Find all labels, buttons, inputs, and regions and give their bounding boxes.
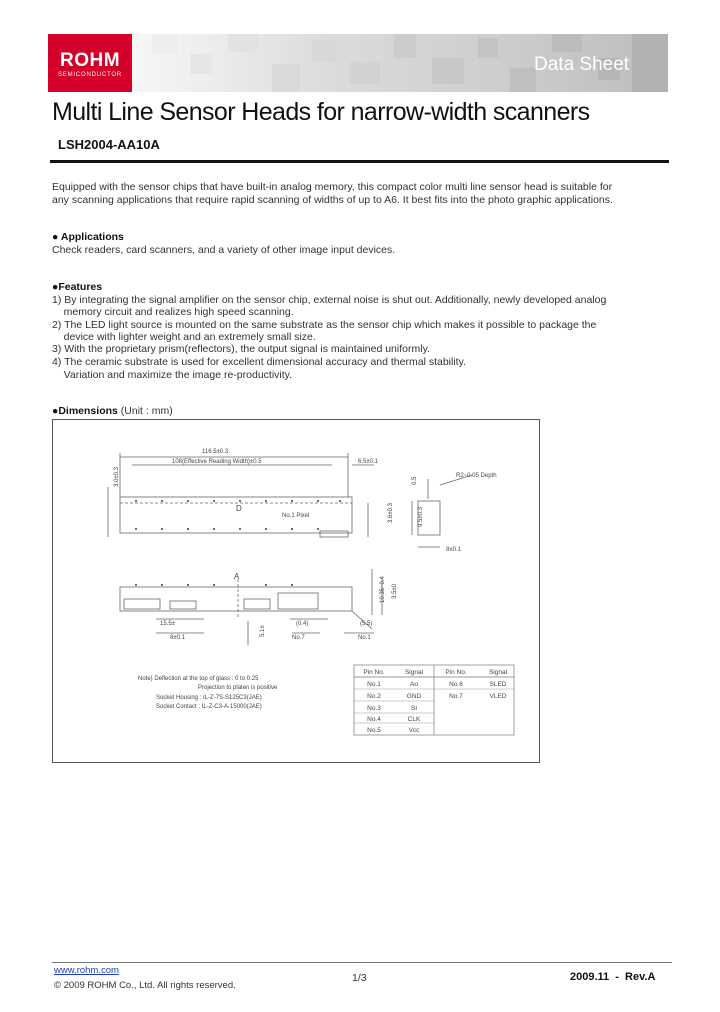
dim-center: D: [236, 504, 242, 513]
pin-table-cell: SI: [410, 705, 418, 712]
pin-table-cell: No.5: [367, 727, 381, 734]
dimensions-drawing: [52, 419, 540, 763]
pin-table-header: Signal: [488, 669, 508, 676]
applications-heading-text: Applications: [60, 231, 124, 243]
bullet-icon: ●: [52, 405, 59, 417]
logo-text: ROHM: [59, 50, 121, 71]
dim-right-vert: 3.6±0.3: [388, 503, 394, 523]
part-number: LSH2004-AA10A: [58, 137, 160, 152]
bullet-icon: ●: [52, 281, 59, 293]
intro-line-2: any scanning applications that require rapid scanning of widths of up to A6. It best fits into the photo graphic applications.: [52, 194, 613, 206]
feature-line: 4) The ceramic substrate is used for excellent dimensional accuracy and thermal stability.: [52, 356, 466, 368]
intro-line-1: Equipped with the sensor chips that have built-in analog memory, this compact color multi line sensor head is suitable for: [52, 181, 613, 193]
pin-table-cell: Ao: [410, 681, 418, 688]
pin-table-cell: No.4: [367, 716, 381, 723]
page-number: 1/3: [352, 972, 367, 984]
title-divider: [50, 160, 669, 163]
pin-table-cell: No.7: [449, 693, 463, 700]
pin-table-cell: No.6: [449, 681, 463, 688]
features-heading-text: Features: [58, 281, 103, 293]
feature-line: memory circuit and realizes high speed scanning.: [52, 306, 294, 318]
doc-type-label: Data Sheet: [534, 54, 630, 75]
pin-table-cell: GND: [406, 693, 422, 700]
pin-table-cell: VLED: [489, 693, 507, 700]
revision-label: 2009.11 - Rev.A: [570, 971, 656, 983]
dim-note: Projection to platen is positive: [198, 685, 278, 691]
pin-table-header: Signal: [404, 669, 424, 676]
pin-table: [354, 665, 514, 735]
bullet-icon: ●: [52, 231, 61, 243]
page-title: Multi Line Sensor Heads for narrow-width scanners: [52, 98, 590, 126]
logo-subtext: SEMICONDUCTOR: [58, 72, 122, 78]
dim-side-hole: R2~0.05 Depth: [456, 473, 497, 479]
feature-line: 3) With the proprietary prism(reflectors), the output signal is maintained uniformly.: [52, 343, 430, 355]
applications-heading: [52, 231, 124, 243]
dim-side-top: 0.5: [412, 476, 418, 485]
pin-table-cell: No.3: [367, 705, 381, 712]
features-heading: [52, 281, 102, 293]
dim-effective: 108(Effective Reading Width)±0.5: [172, 459, 262, 465]
dimensions-heading-text: Dimensions: [58, 405, 118, 417]
dim-note: Socket Contact : IL-Z-C3-A-15000(JAE): [156, 704, 262, 710]
dim-bot-w2: 8±0.1: [170, 635, 185, 641]
dim-note: Socket Housing : IL-Z-7S-S125C3(JAE): [156, 695, 262, 701]
dim-marker: A: [234, 572, 240, 581]
dim-pixel: No.1 Pixel: [282, 513, 310, 519]
pin-table-cell: CLK: [407, 716, 421, 723]
pin-table-cell: No.1: [367, 681, 381, 688]
feature-line: Variation and maximize the image re-productivity.: [52, 369, 293, 381]
website-link[interactable]: www.rohm.com: [54, 965, 119, 976]
footer-divider: [52, 962, 672, 963]
dim-side-height: 9.5±0.3: [418, 507, 424, 527]
dim-overall: 116.5±0.3: [202, 449, 229, 455]
dim-left-vert: 3.0±0.3: [114, 467, 120, 487]
pin-table-header: Pin No.: [445, 669, 467, 676]
applications-text: Check readers, card scanners, and a variety of other image input devices.: [52, 244, 396, 256]
dim-bot-vert2: 3.5±0: [392, 584, 398, 599]
dim-bot-gap: (0.4): [296, 621, 309, 627]
dim-bot-vert: 10.35~0.4: [380, 576, 386, 603]
dim-bot-h: 5.1±: [260, 625, 266, 637]
pin-table-cell: No.2: [367, 693, 381, 700]
pin-table-header: Pin No.: [363, 669, 385, 676]
dim-pin1: No.1: [358, 635, 371, 641]
copyright-text: © 2009 ROHM Co., Ltd. All rights reserved.: [54, 980, 236, 991]
feature-line: 2) The LED light source is mounted on the same substrate as the sensor chip which makes it possible to package the: [52, 319, 597, 331]
dim-right-offset: 6.5±0.1: [358, 459, 378, 465]
dim-pin7: No.7: [292, 635, 305, 641]
feature-line: device with lighter weight and an extremely small size.: [52, 331, 316, 343]
feature-line: 1) By integrating the signal amplifier on the sensor chip, external noise is shut out. Additionally, newly developed analog: [52, 294, 607, 306]
pin-table-cell: Vcc: [408, 727, 420, 734]
dim-note: Note) Deflection at the top of glass : 0 to 0.25: [138, 676, 259, 682]
dimensions-unit: (Unit : mm): [117, 405, 173, 417]
pin-table-cell: SLED: [489, 681, 507, 688]
rohm-logo: [48, 34, 132, 92]
dimensions-heading: [52, 405, 173, 417]
dim-bot-w1: 15.5±: [160, 621, 175, 627]
dim-bot-right: (5.5): [360, 621, 373, 627]
dim-side-bottom: 8±0.1: [446, 547, 461, 553]
